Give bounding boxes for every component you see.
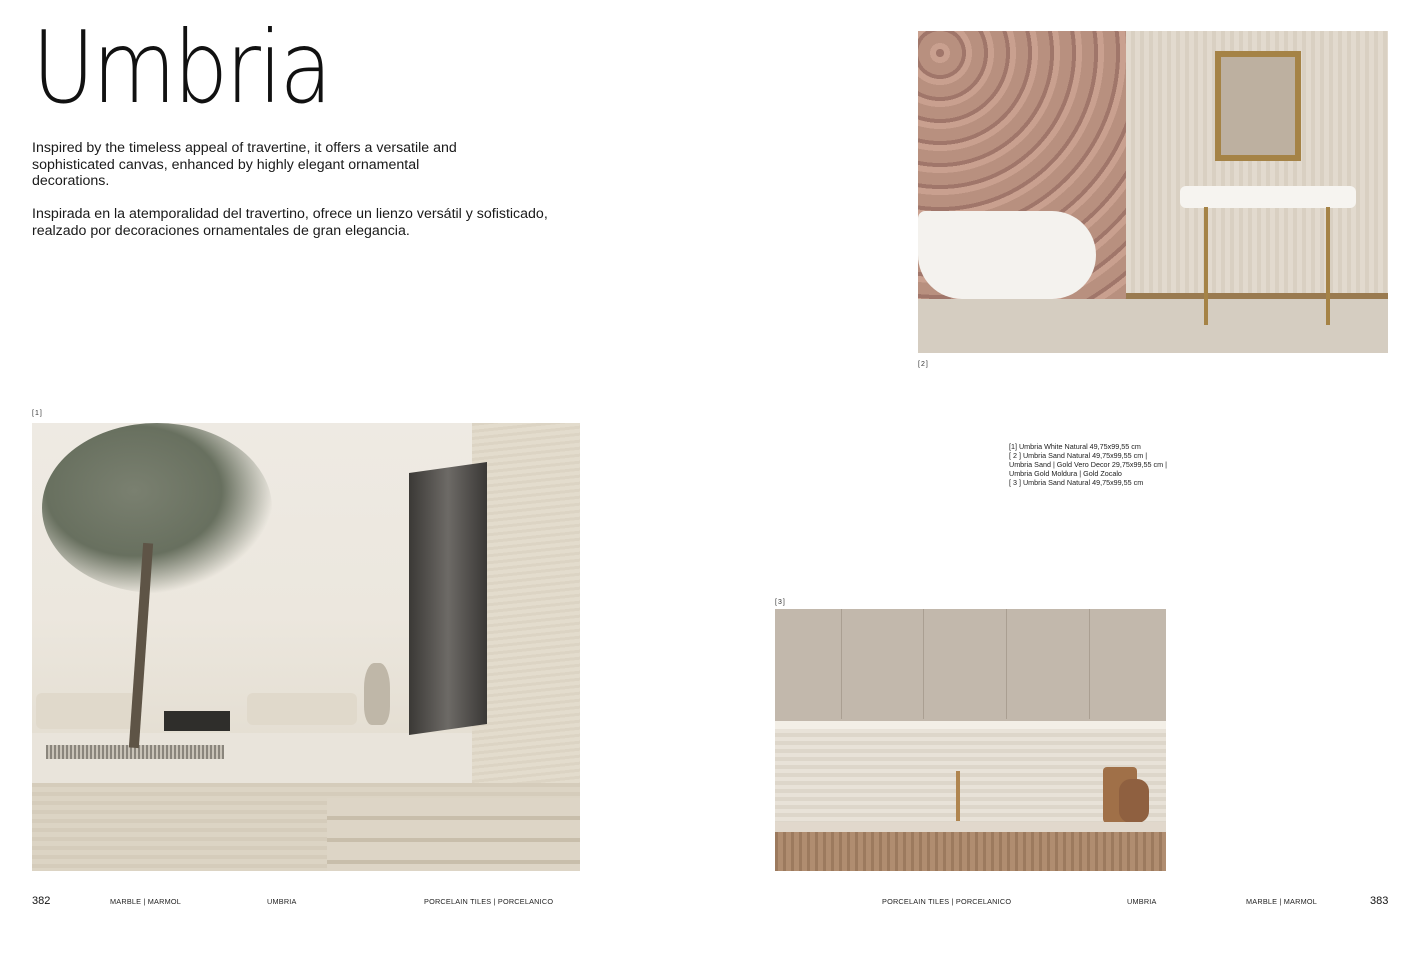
- footer-collection-left: UMBRIA: [267, 897, 297, 906]
- description-spanish: Inspirada en la atemporalidad del travertino, ofrece un lienzo versátil y sofisticado, realzado por decoraciones ornamentales de gran elegancia.: [32, 206, 548, 239]
- caption-line: Umbria Gold Moldura | Gold Zocalo: [1009, 469, 1122, 479]
- page-number-right: 383: [1370, 895, 1389, 907]
- bathroom-image: [918, 31, 1388, 353]
- image-captions: [1009, 442, 1179, 487]
- footer-collection-right: UMBRIA: [1127, 897, 1157, 906]
- footer-category-right: MARBLE | MARMOL: [1246, 897, 1317, 906]
- caption-line: Umbria Sand | Gold Vero Decor 29,75x99,55 cm |: [1009, 460, 1167, 470]
- caption-line: [ 3 ] Umbria Sand Natural 49,75x99,55 cm: [1009, 478, 1144, 488]
- image-label-3: [3]: [775, 599, 786, 606]
- description-english: Inspired by the timeless appeal of travertine, it offers a versatile and sophisticated canvas, enhanced by highly elegant ornamental decorations.: [32, 140, 457, 190]
- image-label-2: [2]: [918, 361, 929, 368]
- footer-product-right: PORCELAIN TILES | PORCELANICO: [882, 897, 1012, 906]
- courtyard-image: [32, 423, 580, 871]
- page-title: Umbria: [32, 9, 330, 126]
- caption-line: [ 2 ] Umbria Sand Natural 49,75x99,55 cm |: [1009, 451, 1148, 461]
- footer-product-left: PORCELAIN TILES | PORCELANICO: [424, 897, 554, 906]
- image-label-1: [1]: [32, 410, 43, 417]
- footer-category-left: MARBLE | MARMOL: [110, 897, 181, 906]
- caption-line: [1] Umbria White Natural 49,75x99,55 cm: [1009, 442, 1141, 451]
- page-number-left: 382: [32, 895, 51, 907]
- kitchen-image: [775, 609, 1166, 871]
